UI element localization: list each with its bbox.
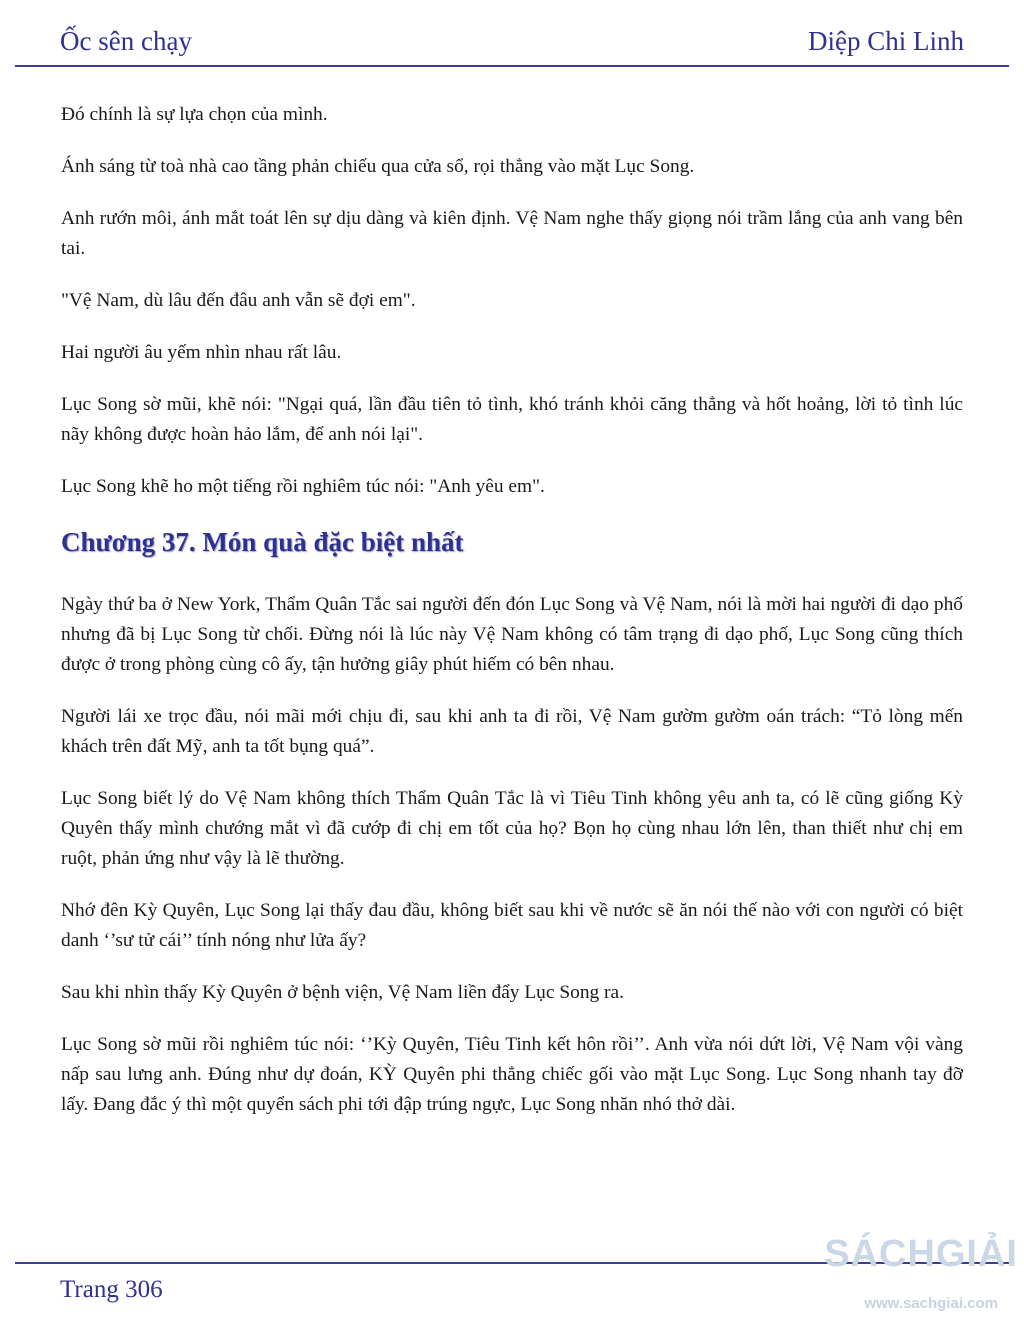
page-header [0,0,1024,70]
watermark-logo: SÁCHGIẢI [824,1233,1018,1275]
paragraph: Anh rướn môi, ánh mắt toát lên sự dịu dàng và kiên định. Vệ Nam nghe thấy giọng nói trầm lắng của anh vang bên tai. [61,208,963,259]
paragraph: Sau khi nhìn thấy Kỳ Quyên ở bệnh viện, Vệ Nam liền đẩy Lục Song ra. [61,982,624,1003]
paragraph: Hai người âu yếm nhìn nhau rất lâu. [61,342,342,363]
chapter-heading: Chương 37. Món quà đặc biệt nhất [61,527,464,557]
paragraph: Ngày thứ ba ở New York, Thẩm Quân Tắc sai người đến đón Lục Song và Vệ Nam, nói là mời hai người đi dạo phố nhưng đã bị Lục Song từ chối. Đừng nói là lúc này Vệ Nam không có tâm trạng đi dạo phố, Lục Song cũng thích được ở trong phòng cùng cô ấy, tận hưởng giây phút hiếm có bên nhau. [61,594,963,675]
paragraph: Người lái xe trọc đầu, nói mãi mới chịu đi, sau khi anh ta đi rồi, Vệ Nam gườm gườm oán trách: “Tỏ lòng mến khách trên đất Mỹ, anh ta tốt bụng quá”. [61,706,963,757]
paragraph: Lục Song sờ mũi, khẽ nói: "Ngại quá, lần đầu tiên tỏ tình, khó tránh khỏi căng thẳng và hốt hoảng, lời tỏ tình lúc nãy không được hoàn hảo lắm, để anh nói lại". [61,394,963,445]
watermark [818,1222,1018,1322]
book-title: Ốc sên chạy [60,26,192,56]
paragraph: Lục Song sờ mũi rồi nghiêm túc nói: ‘’Kỳ Quyên, Tiêu Tinh kết hôn rồi’’. Anh vừa nói dứt lời, Vệ Nam vội vàng nấp sau lưng anh. Đúng như dự đoán, KỲ Quyên phi thẳng chiếc gối vào mặt Lục Song. Lục Song nhanh tay đỡ lấy. Đang đắc ý thì một quyển sách phi tới đập trúng ngực, Lục Song nhăn nhó thở dài. [61,1034,963,1115]
author-name: Diệp Chi Linh [808,26,964,56]
page-body [61,100,963,1142]
header-divider [15,65,1009,67]
paragraph: Đó chính là sự lựa chọn của mình. [61,104,328,125]
page-number: Trang 306 [60,1276,163,1303]
paragraph: "Vệ Nam, dù lâu đến đâu anh vẫn sẽ đợi em". [61,290,416,311]
watermark-url: www.sachgiai.com [864,1295,998,1312]
paragraph: Ánh sáng từ toà nhà cao tầng phản chiếu qua cửa sổ, rọi thẳng vào mặt Lục Song. [61,156,695,177]
paragraph: Nhớ đên Kỳ Quyên, Lục Song lại thấy đau đầu, không biết sau khi về nước sẽ ăn nói thế nào với con người có biệt danh ‘’sư tử cái’’ tính nóng như lửa ấy? [61,900,963,951]
paragraph: Lục Song biết lý do Vệ Nam không thích Thẩm Quân Tắc là vì Tiêu Tinh không yêu anh ta, có lẽ cũng giống Kỳ Quyên thấy mình chướng mắt vì đã cướp đi chị em tốt của họ? Bọn họ cùng nhau lớn lên, than thiết như chị em ruột, phản ứng như vậy là lẽ thường. [61,788,963,869]
paragraph: Lục Song khẽ ho một tiếng rồi nghiêm túc nói: "Anh yêu em". [61,476,545,497]
